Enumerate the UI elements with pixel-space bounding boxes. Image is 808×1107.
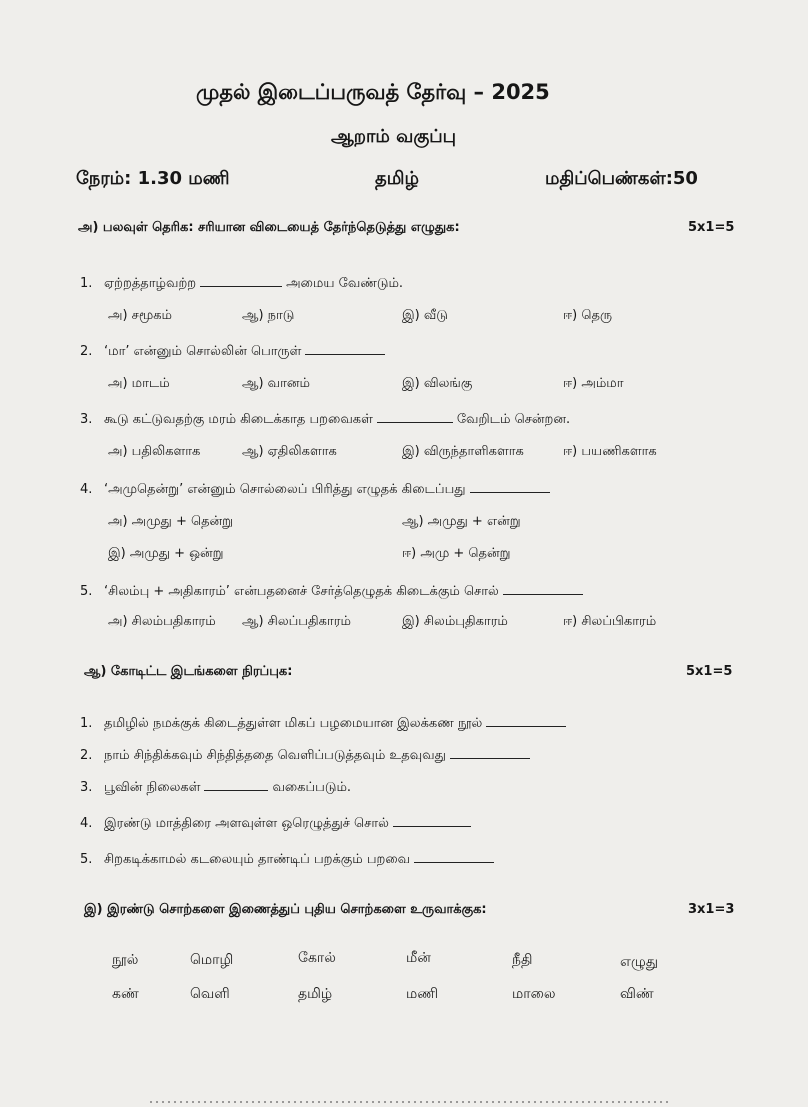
section-b-heading: ஆ) கோடிட்ட இடங்களை நிரப்புக: xyxy=(84,664,293,679)
question-text: நாம் சிந்திக்கவும் சிந்தித்ததை வெளிப்படுத்தவும் உதவுவது xyxy=(104,748,446,763)
section-a-question-2 xyxy=(80,342,389,360)
option[interactable]: அ) அமுது + தென்று xyxy=(108,514,234,529)
marks-label: மதிப்பெண்கள்:50 xyxy=(545,168,698,189)
section-b-question-5 xyxy=(80,850,498,868)
section-b-question-3 xyxy=(80,778,351,796)
bottom-dotted-rule xyxy=(150,1101,670,1103)
question-text: தமிழில் நமக்குக் கிடைத்துள்ள மிகப் பழமையான இலக்கண நூல் xyxy=(104,716,483,731)
option[interactable]: இ) விருந்தாளிகளாக xyxy=(402,444,524,459)
question-number: 5. xyxy=(80,852,93,867)
word-item: எழுது xyxy=(620,954,659,970)
option[interactable]: ஈ) சிலப்பிகாரம் xyxy=(563,614,657,629)
question-number: 3. xyxy=(80,412,93,427)
question-text: ‘மா’ என்னும் சொல்லின் பொருள் xyxy=(104,344,302,359)
answer-blank[interactable] xyxy=(486,714,566,727)
word-item: மாலை xyxy=(512,986,556,1002)
word-item: நூல் xyxy=(112,952,139,968)
answer-blank[interactable] xyxy=(503,582,583,595)
answer-blank[interactable] xyxy=(450,746,530,759)
word-item: மொழி xyxy=(190,952,234,968)
word-item: வெளி xyxy=(190,986,230,1002)
word-item: கோல் xyxy=(298,950,336,966)
option[interactable]: இ) விலங்கு xyxy=(402,376,473,391)
question-number: 3. xyxy=(80,780,93,795)
answer-blank[interactable] xyxy=(305,342,385,355)
subject-label: தமிழ் xyxy=(375,168,419,189)
option[interactable]: இ) சிலம்புதிகாரம் xyxy=(402,614,508,629)
question-number: 1. xyxy=(80,716,93,731)
option[interactable]: அ) பதிலிகளாக xyxy=(108,444,201,459)
option[interactable]: இ) வீடு xyxy=(402,308,448,323)
option[interactable]: ஆ) அமுது + என்று xyxy=(402,514,521,529)
word-item: தமிழ் xyxy=(298,986,333,1002)
word-item: விண் xyxy=(620,986,654,1002)
word-item: மணி xyxy=(406,986,439,1002)
answer-blank[interactable] xyxy=(377,410,453,423)
question-text: ‘சிலம்பு + அதிகாரம்’ என்பதனைச் சேர்த்தெழுதக் கிடைக்கும் சொல் xyxy=(104,584,499,599)
option[interactable]: அ) மாடம் xyxy=(108,376,170,391)
question-text-after: வேறிடம் சென்றன. xyxy=(456,412,571,427)
question-text: ‘அமுதென்று’ என்னும் சொல்லைப் பிரித்து எழுதக் கிடைப்பது xyxy=(104,482,466,497)
question-text: பூவின் நிலைகள் xyxy=(104,780,201,795)
section-a-question-3 xyxy=(80,410,570,428)
option[interactable]: ஆ) சிலப்பதிகாரம் xyxy=(242,614,351,629)
time-label: நேரம்: 1.30 மணி xyxy=(76,168,230,189)
section-a-question-1 xyxy=(80,274,403,292)
section-c-heading: இ) இரண்டு சொற்களை இணைத்துப் புதிய சொற்களை உருவாக்குக: xyxy=(84,902,487,917)
answer-blank[interactable] xyxy=(200,274,282,287)
section-c-score: 3x1=3 xyxy=(688,902,735,917)
word-item: மீன் xyxy=(406,950,431,966)
section-a-score: 5x1=5 xyxy=(688,220,735,235)
option[interactable]: ஆ) நாடு xyxy=(242,308,295,323)
question-text: இரண்டு மாத்திரை அளவுள்ள ஒரெழுத்துச் சொல் xyxy=(104,816,389,831)
question-text: சிறகடிக்காமல் கடலையும் தாண்டிப் பறக்கும் பறவை xyxy=(104,852,411,867)
option[interactable]: ஆ) ஏதிலிகளாக xyxy=(242,444,337,459)
question-number: 4. xyxy=(80,816,93,831)
class-label: ஆறாம் வகுப்பு xyxy=(331,126,457,147)
question-text-after: வகைப்படும். xyxy=(272,780,352,795)
question-number: 4. xyxy=(80,482,93,497)
question-number: 1. xyxy=(80,276,93,291)
word-item: கண் xyxy=(112,986,139,1002)
question-number: 2. xyxy=(80,748,93,763)
question-text-after: அமைய வேண்டும். xyxy=(286,276,404,291)
section-b-question-2 xyxy=(80,746,534,764)
section-a-question-5 xyxy=(80,582,587,600)
answer-blank[interactable] xyxy=(393,814,471,827)
question-number: 5. xyxy=(80,584,93,599)
option[interactable]: ஆ) வானம் xyxy=(242,376,310,391)
option[interactable]: ஈ) தெரு xyxy=(563,308,613,323)
option[interactable]: ஈ) அம்மா xyxy=(563,376,624,391)
answer-blank[interactable] xyxy=(204,778,268,791)
option[interactable]: அ) சமூகம் xyxy=(108,308,173,323)
section-b-question-1 xyxy=(80,714,570,732)
question-text: கூடு கட்டுவதற்கு மரம் கிடைக்காத பறவைகள் xyxy=(104,412,373,427)
section-b-question-4 xyxy=(80,814,475,832)
word-item: நீதி xyxy=(512,952,533,968)
exam-title: முதல் இடைப்பருவத் தேர்வு – 2025 xyxy=(196,80,550,104)
option[interactable]: ஈ) அமு + தென்று xyxy=(402,546,511,561)
answer-blank[interactable] xyxy=(470,480,550,493)
question-text: ஏற்றத்தாழ்வற்ற xyxy=(104,276,197,291)
section-a-heading: அ) பலவுள் தெரிக: சரியான விடையைத் தேர்ந்தெடுத்து எழுதுக: xyxy=(78,220,460,235)
option[interactable]: இ) அமுது + ஒன்று xyxy=(108,546,224,561)
question-number: 2. xyxy=(80,344,93,359)
option[interactable]: அ) சிலம்பதிகாரம் xyxy=(108,614,216,629)
answer-blank[interactable] xyxy=(414,850,494,863)
section-a-question-4 xyxy=(80,480,554,498)
option[interactable]: ஈ) பயணிகளாக xyxy=(563,444,657,459)
section-b-score: 5x1=5 xyxy=(686,664,733,679)
